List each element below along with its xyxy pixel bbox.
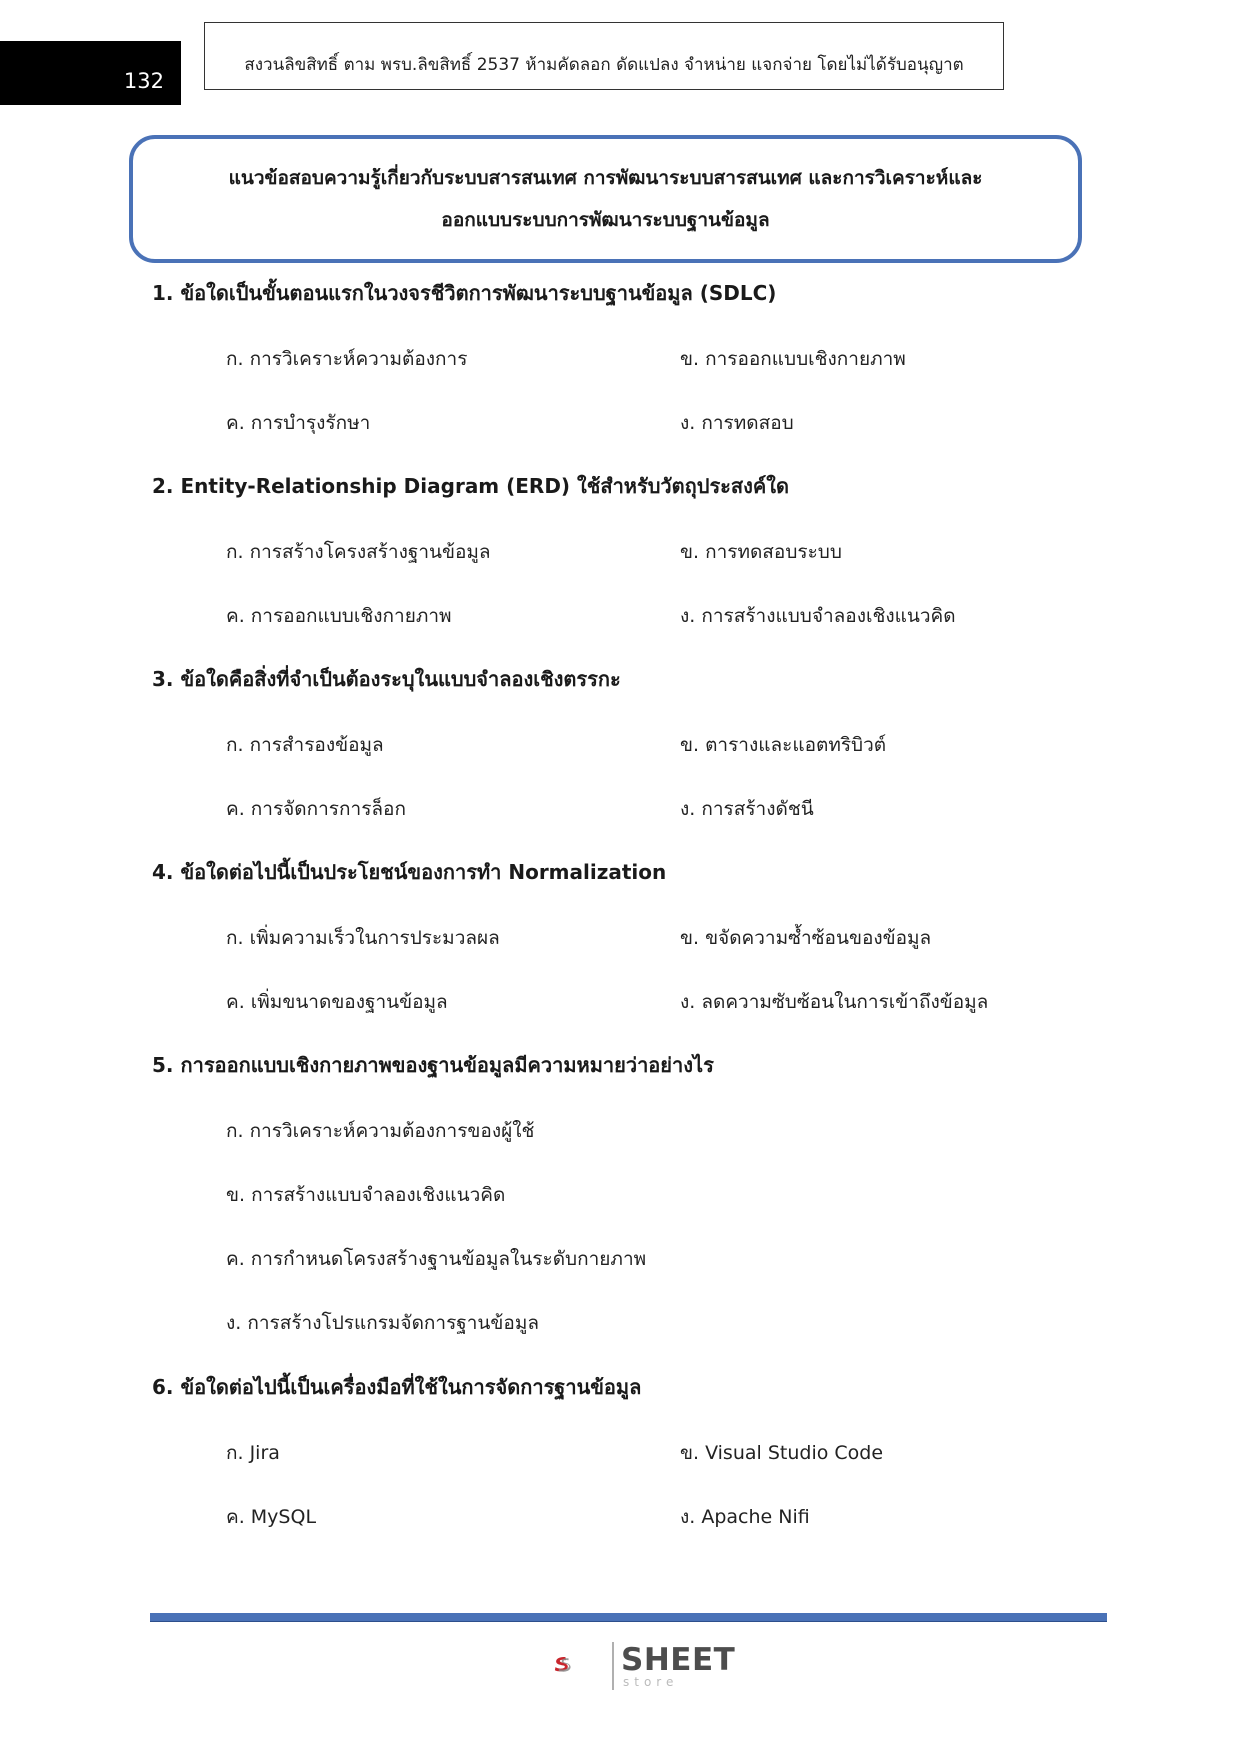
question-6-text: 6. ข้อใดต่อไปนี้เป็นเครื่องมือที่ใช้ในการจัดการฐานข้อมูล (152, 1375, 642, 1399)
question-5-option-c: ค. การกำหนดโครงสร้างฐานข้อมูลในระดับกายภาพ (226, 1248, 647, 1270)
question-5-option-b: ข. การสร้างแบบจำลองเชิงแนวคิด (226, 1184, 506, 1206)
question-4-option-a: ก. เพิ่มความเร็วในการประมวลผล (226, 927, 500, 949)
question-6-option-b: ข. Visual Studio Code (680, 1442, 884, 1464)
question-6-option-a: ก. Jira (226, 1442, 280, 1464)
page-number: 132 (0, 41, 181, 105)
question-2-option-d: ง. การสร้างแบบจำลองเชิงแนวคิด (680, 605, 956, 627)
question-4-option-c: ค. เพิ่มขนาดของฐานข้อมูล (226, 991, 448, 1013)
question-2-option-b: ข. การทดสอบระบบ (680, 541, 842, 563)
question-3-option-d: ง. การสร้างดัชนี (680, 798, 814, 820)
question-3-text: 3. ข้อใดคือสิ่งที่จำเป็นต้องระบุในแบบจำลองเชิงตรรกะ (152, 667, 621, 691)
question-3-option-c: ค. การจัดการการล็อก (226, 798, 406, 820)
footer-rule (150, 1613, 1107, 1622)
question-4-text: 4. ข้อใดต่อไปนี้เป็นประโยชน์ของการทำ Normalization (152, 860, 667, 884)
question-4-option-d: ง. ลดความซับซ้อนในการเข้าถึงข้อมูล (680, 991, 989, 1013)
question-3-option-a: ก. การสำรองข้อมูล (226, 734, 384, 756)
question-1-text: 1. ข้อใดเป็นขั้นตอนแรกในวงจรชีวิตการพัฒนาระบบฐานข้อมูล (SDLC) (152, 281, 777, 305)
question-1-option-a: ก. การวิเคราะห์ความต้องการ (226, 348, 468, 370)
question-6-option-d: ง. Apache Nifi (680, 1506, 810, 1528)
question-2-option-a: ก. การสร้างโครงสร้างฐานข้อมูล (226, 541, 491, 563)
question-2-option-c: ค. การออกแบบเชิงกายภาพ (226, 605, 452, 627)
question-5-text: 5. การออกแบบเชิงกายภาพของฐานข้อมูลมีความหมายว่าอย่างไร (152, 1053, 714, 1077)
copyright-notice: สงวนลิขสิทธิ์ ตาม พรบ.ลิขสิทธิ์ 2537 ห้ามคัดลอก ดัดแปลง จำหน่าย แจกจ่าย โดยไม่ได้รับอนุญาต (204, 22, 1004, 90)
section-title-box (129, 135, 1082, 263)
logo-subtitle: store (623, 1675, 679, 1689)
question-1-option-b: ข. การออกแบบเชิงกายภาพ (680, 348, 906, 370)
question-1-option-c: ค. การบำรุงรักษา (226, 412, 371, 434)
logo-divider (612, 1642, 614, 1690)
sheet-store-logo-icon (553, 1636, 609, 1692)
question-6-option-c: ค. MySQL (226, 1506, 317, 1528)
section-title-line-1: แนวข้อสอบความรู้เกี่ยวกับระบบสารสนเทศ การพัฒนาระบบสารสนเทศ และการวิเคราะห์และ (228, 167, 983, 189)
question-4-option-b: ข. ขจัดความซ้ำซ้อนของข้อมูล (680, 927, 932, 949)
question-1-option-d: ง. การทดสอบ (680, 412, 794, 434)
logo-wordmark: SHEET (621, 1642, 736, 1678)
question-5-option-a: ก. การวิเคราะห์ความต้องการของผู้ใช้ (226, 1120, 535, 1142)
section-title-line-2: ออกแบบระบบการพัฒนาระบบฐานข้อมูล (441, 209, 770, 231)
question-3-option-b: ข. ตารางและแอตทริบิวต์ (680, 734, 887, 756)
question-5-option-d: ง. การสร้างโปรแกรมจัดการฐานข้อมูล (226, 1312, 539, 1334)
question-2-text: 2. Entity-Relationship Diagram (ERD) ใช้สำหรับวัตถุประสงค์ใด (152, 474, 790, 498)
